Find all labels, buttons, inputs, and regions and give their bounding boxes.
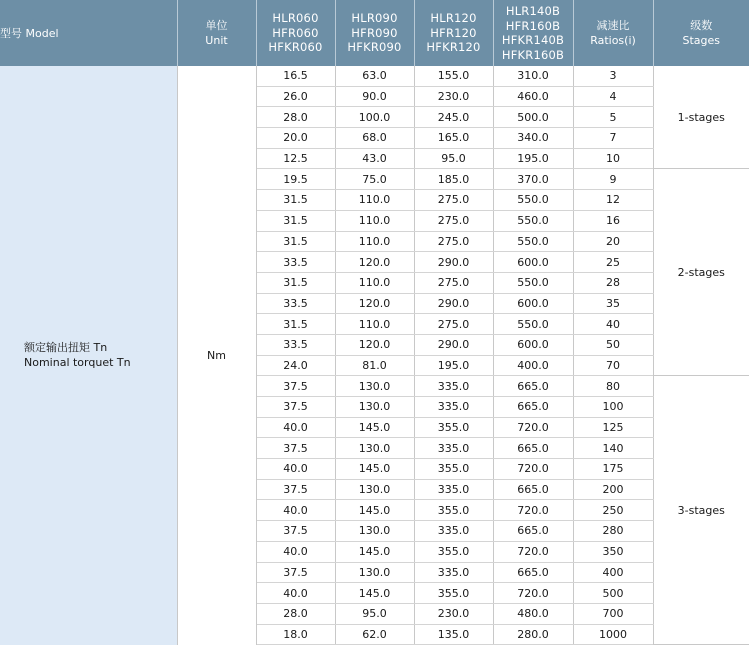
torque-cell: 355.0: [414, 417, 493, 438]
ratio-cell: 350: [573, 541, 653, 562]
torque-cell: 40.0: [256, 500, 335, 521]
torque-cell: 145.0: [335, 417, 414, 438]
ratio-cell: 100: [573, 397, 653, 418]
torque-cell: 130.0: [335, 479, 414, 500]
torque-cell: 665.0: [493, 438, 573, 459]
torque-cell: 33.5: [256, 334, 335, 355]
torque-cell: 31.5: [256, 272, 335, 293]
torque-cell: 275.0: [414, 190, 493, 211]
table-row: [0, 66, 749, 86]
torque-cell: 145.0: [335, 583, 414, 604]
torque-cell: 720.0: [493, 459, 573, 480]
torque-cell: 665.0: [493, 562, 573, 583]
torque-cell: 370.0: [493, 169, 573, 190]
torque-cell: 100.0: [335, 107, 414, 128]
ratio-cell: 80: [573, 376, 653, 397]
torque-cell: 33.5: [256, 252, 335, 273]
torque-cell: 185.0: [414, 169, 493, 190]
model-name: HFKR140B: [494, 33, 573, 48]
torque-cell: 355.0: [414, 459, 493, 480]
torque-cell: 280.0: [493, 624, 573, 645]
model-name: HFKR160B: [494, 48, 573, 63]
torque-cell: 68.0: [335, 128, 414, 149]
ratio-cell: 5: [573, 107, 653, 128]
torque-cell: 37.5: [256, 397, 335, 418]
torque-cell: 600.0: [493, 252, 573, 273]
ratio-cell: 400: [573, 562, 653, 583]
torque-cell: 145.0: [335, 459, 414, 480]
torque-cell: 33.5: [256, 293, 335, 314]
ratio-cell: 3: [573, 66, 653, 86]
torque-cell: 40.0: [256, 583, 335, 604]
model-name: HFKR120: [415, 40, 493, 55]
torque-cell: 550.0: [493, 210, 573, 231]
stage-cell: [653, 66, 749, 169]
torque-cell: 135.0: [414, 624, 493, 645]
stage-label: 1-stages: [678, 111, 725, 124]
torque-cell: 19.5: [256, 169, 335, 190]
torque-cell: 550.0: [493, 190, 573, 211]
torque-cell: 37.5: [256, 438, 335, 459]
ratio-cell: 9: [573, 169, 653, 190]
model-name: HFR160B: [494, 19, 573, 34]
torque-cell: 20.0: [256, 128, 335, 149]
torque-cell: 720.0: [493, 500, 573, 521]
torque-cell: 110.0: [335, 231, 414, 252]
torque-cell: 37.5: [256, 376, 335, 397]
torque-cell: 335.0: [414, 521, 493, 542]
header-row: [0, 0, 749, 66]
torque-cell: 155.0: [414, 66, 493, 86]
torque-cell: 245.0: [414, 107, 493, 128]
torque-cell: 275.0: [414, 231, 493, 252]
torque-cell: 720.0: [493, 417, 573, 438]
torque-cell: 335.0: [414, 397, 493, 418]
ratio-cell: 50: [573, 334, 653, 355]
torque-cell: 130.0: [335, 438, 414, 459]
stages-header: [653, 0, 749, 66]
ratio-cell: 500: [573, 583, 653, 604]
torque-cell: 40.0: [256, 417, 335, 438]
torque-cell: 43.0: [335, 148, 414, 169]
torque-cell: 75.0: [335, 169, 414, 190]
ratio-cell: 35: [573, 293, 653, 314]
torque-cell: 110.0: [335, 210, 414, 231]
torque-cell: 37.5: [256, 521, 335, 542]
torque-cell: 335.0: [414, 438, 493, 459]
stage-cell: [653, 376, 749, 645]
model-name: HFR060: [257, 26, 335, 41]
torque-cell: 28.0: [256, 603, 335, 624]
ratio-cell: 10: [573, 148, 653, 169]
torque-cell: 665.0: [493, 521, 573, 542]
torque-cell: 550.0: [493, 272, 573, 293]
torque-cell: 12.5: [256, 148, 335, 169]
unit-cell: [177, 66, 256, 645]
stage-label: 2-stages: [678, 266, 725, 279]
model-name: HFR120: [415, 26, 493, 41]
torque-cell: 340.0: [493, 128, 573, 149]
torque-cell: 275.0: [414, 210, 493, 231]
torque-cell: 120.0: [335, 334, 414, 355]
ratio-header-en: Ratios(i): [574, 33, 653, 48]
torque-cell: 37.5: [256, 479, 335, 500]
ratio-cell: 125: [573, 417, 653, 438]
torque-cell: 665.0: [493, 376, 573, 397]
stages-header-cn: 级数: [654, 18, 749, 33]
torque-cell: 600.0: [493, 293, 573, 314]
ratio-cell: 25: [573, 252, 653, 273]
torque-cell: 550.0: [493, 314, 573, 335]
torque-cell: 230.0: [414, 86, 493, 107]
torque-cell: 130.0: [335, 397, 414, 418]
torque-cell: 335.0: [414, 562, 493, 583]
torque-cell: 720.0: [493, 583, 573, 604]
torque-cell: 81.0: [335, 355, 414, 376]
model-col-060-header: [256, 0, 335, 66]
torque-cell: 275.0: [414, 272, 493, 293]
torque-cell: 63.0: [335, 66, 414, 86]
ratio-cell: 200: [573, 479, 653, 500]
torque-cell: 355.0: [414, 583, 493, 604]
row-label-cn: 额定输出扭矩 Tn: [24, 340, 177, 355]
torque-cell: 95.0: [335, 603, 414, 624]
torque-cell: 24.0: [256, 355, 335, 376]
unit-header-en: Unit: [178, 33, 256, 48]
model-col-090-header: [335, 0, 414, 66]
stage-cell: [653, 169, 749, 376]
unit-header-cn: 单位: [178, 18, 256, 33]
torque-cell: 480.0: [493, 603, 573, 624]
torque-cell: 110.0: [335, 272, 414, 293]
torque-cell: 355.0: [414, 500, 493, 521]
torque-cell: 130.0: [335, 562, 414, 583]
ratio-cell: 250: [573, 500, 653, 521]
torque-cell: 195.0: [414, 355, 493, 376]
ratio-header: [573, 0, 653, 66]
torque-cell: 120.0: [335, 252, 414, 273]
ratio-cell: 1000: [573, 624, 653, 645]
torque-cell: 290.0: [414, 293, 493, 314]
torque-cell: 18.0: [256, 624, 335, 645]
ratio-cell: 20: [573, 231, 653, 252]
model-name: HLR060: [257, 11, 335, 26]
ratio-cell: 7: [573, 128, 653, 149]
stages-header-en: Stages: [654, 33, 749, 48]
ratio-cell: 40: [573, 314, 653, 335]
model-name: HLR090: [336, 11, 414, 26]
torque-cell: 40.0: [256, 541, 335, 562]
ratio-cell: 70: [573, 355, 653, 376]
torque-cell: 165.0: [414, 128, 493, 149]
torque-cell: 62.0: [335, 624, 414, 645]
ratio-cell: 175: [573, 459, 653, 480]
torque-cell: 120.0: [335, 293, 414, 314]
torque-cell: 230.0: [414, 603, 493, 624]
torque-cell: 145.0: [335, 500, 414, 521]
model-name: HFR090: [336, 26, 414, 41]
ratio-cell: 28: [573, 272, 653, 293]
torque-cell: 500.0: [493, 107, 573, 128]
torque-cell: 355.0: [414, 541, 493, 562]
torque-cell: 31.5: [256, 190, 335, 211]
torque-cell: 720.0: [493, 541, 573, 562]
ratio-cell: 16: [573, 210, 653, 231]
torque-cell: 310.0: [493, 66, 573, 86]
torque-cell: 130.0: [335, 376, 414, 397]
torque-cell: 665.0: [493, 397, 573, 418]
torque-cell: 335.0: [414, 376, 493, 397]
model-header-text: 型号 Model: [0, 27, 59, 40]
torque-cell: 90.0: [335, 86, 414, 107]
torque-cell: 290.0: [414, 252, 493, 273]
torque-cell: 335.0: [414, 479, 493, 500]
model-header: [0, 0, 177, 66]
unit-value: Nm: [207, 349, 226, 362]
ratio-cell: 280: [573, 521, 653, 542]
torque-cell: 275.0: [414, 314, 493, 335]
torque-cell: 130.0: [335, 521, 414, 542]
torque-cell: 145.0: [335, 541, 414, 562]
model-name: HLR140B: [494, 4, 573, 19]
ratio-header-cn: 减速比: [574, 18, 653, 33]
torque-cell: 31.5: [256, 231, 335, 252]
torque-cell: 550.0: [493, 231, 573, 252]
torque-cell: 31.5: [256, 210, 335, 231]
torque-cell: 600.0: [493, 334, 573, 355]
model-name: HFKR060: [257, 40, 335, 55]
torque-cell: 110.0: [335, 190, 414, 211]
model-col-120-header: [414, 0, 493, 66]
row-label-en: Nominal torquet Tn: [24, 355, 177, 370]
torque-cell: 95.0: [414, 148, 493, 169]
ratio-cell: 140: [573, 438, 653, 459]
torque-cell: 460.0: [493, 86, 573, 107]
unit-header: [177, 0, 256, 66]
table-body: [0, 66, 749, 645]
torque-cell: 110.0: [335, 314, 414, 335]
torque-cell: 195.0: [493, 148, 573, 169]
ratio-cell: 12: [573, 190, 653, 211]
ratio-cell: 4: [573, 86, 653, 107]
torque-cell: 16.5: [256, 66, 335, 86]
stage-label: 3-stages: [678, 504, 725, 517]
torque-cell: 28.0: [256, 107, 335, 128]
torque-cell: 665.0: [493, 479, 573, 500]
ratio-cell: 700: [573, 603, 653, 624]
model-col-140b-header: [493, 0, 573, 66]
torque-cell: 31.5: [256, 314, 335, 335]
torque-cell: 400.0: [493, 355, 573, 376]
torque-cell: 290.0: [414, 334, 493, 355]
torque-cell: 40.0: [256, 459, 335, 480]
model-name: HLR120: [415, 11, 493, 26]
torque-cell: 37.5: [256, 562, 335, 583]
model-name: HFKR090: [336, 40, 414, 55]
row-label-cell: [0, 66, 177, 645]
torque-cell: 26.0: [256, 86, 335, 107]
